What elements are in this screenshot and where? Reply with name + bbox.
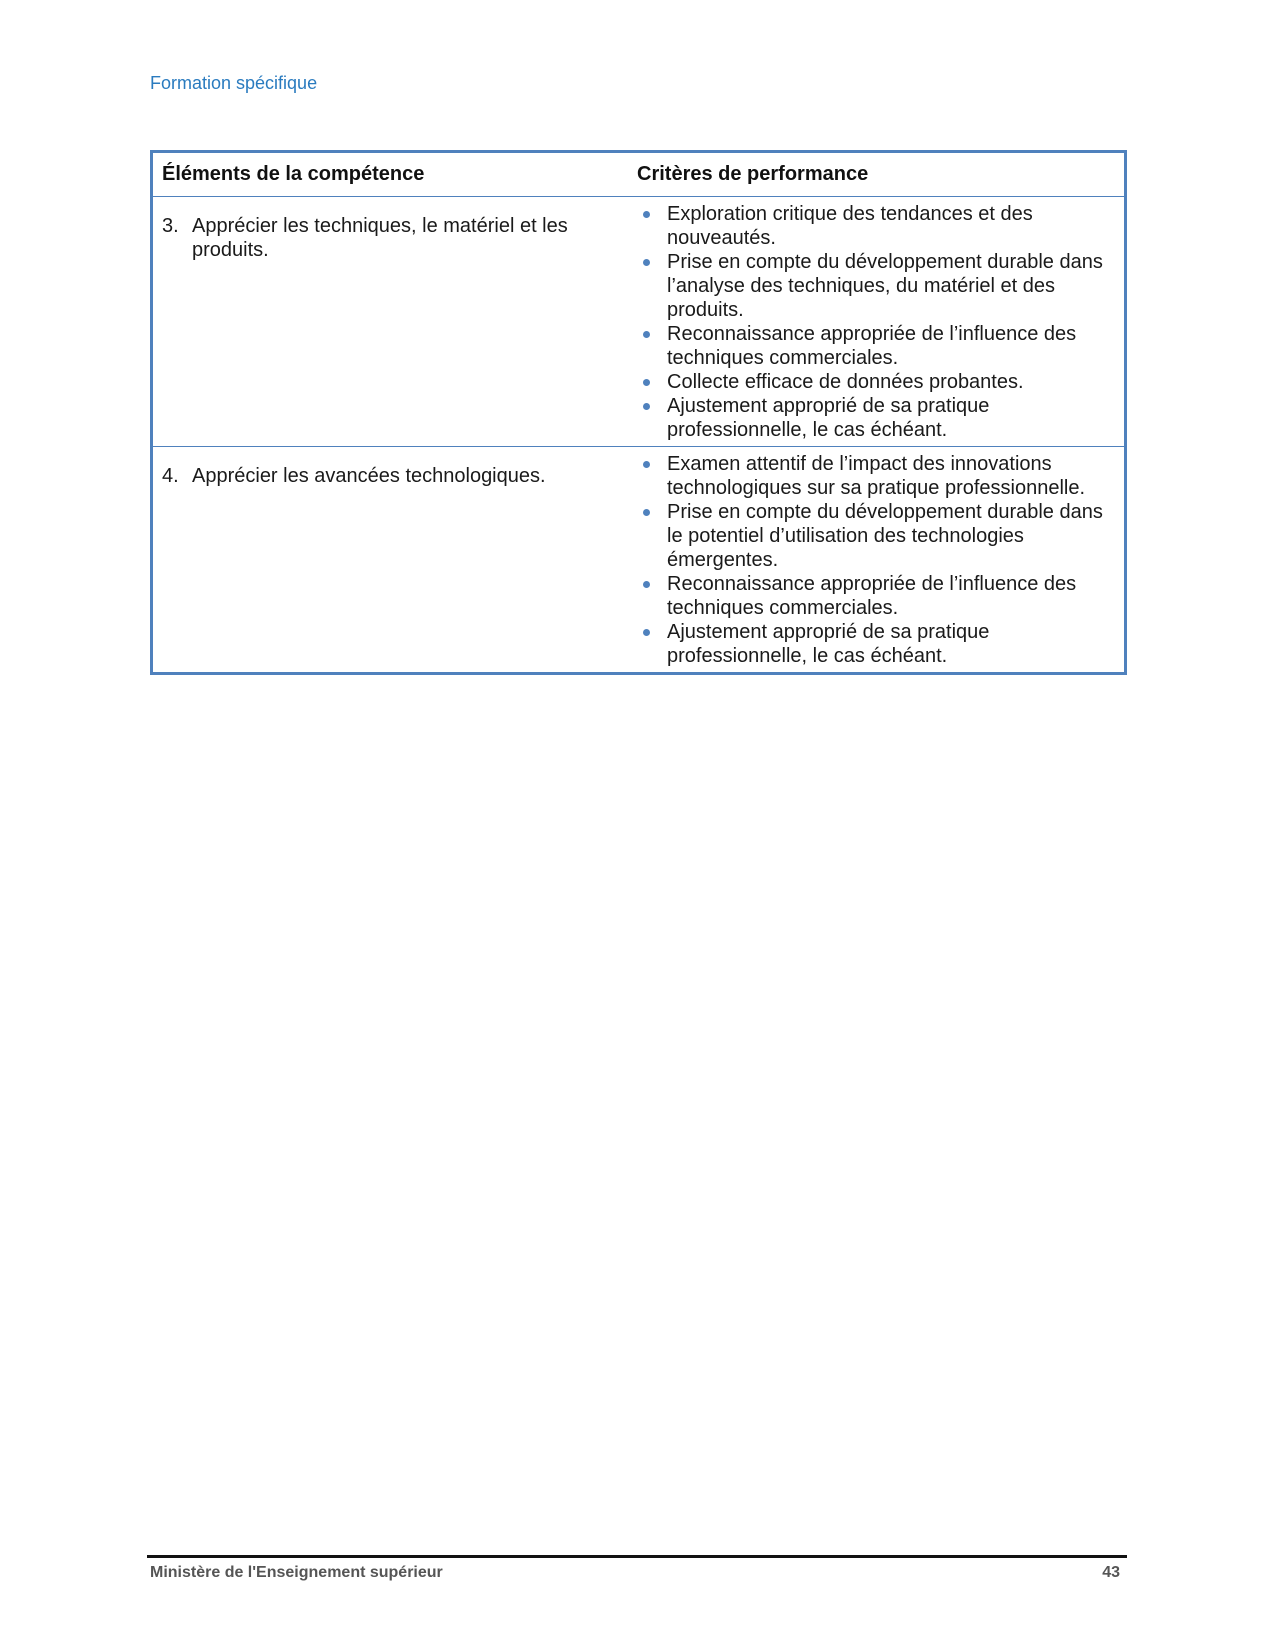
column-header-elements: Éléments de la compétence: [162, 163, 425, 185]
table-row: [153, 446, 1124, 672]
footer-ministry: Ministère de l'Enseignement supérieur: [150, 1564, 443, 1581]
element-text: Apprécier les avancées technologiques.: [192, 465, 546, 487]
table-row: [153, 196, 1124, 446]
bullet-icon: [637, 572, 667, 620]
page-header-title: Formation spécifique: [150, 73, 318, 93]
criteria-item: Reconnaissance appropriée de l’influence des techniques commerciales.: [637, 322, 1116, 370]
criteria-item: Reconnaissance appropriée de l’influence des techniques commerciales.: [637, 572, 1116, 620]
element-number: 4.: [162, 465, 179, 487]
element-number: 3.: [162, 215, 179, 237]
bullet-icon: [637, 250, 667, 322]
criteria-item: Prise en compte du développement durable dans l’analyse des techniques, du matériel et des produits.: [637, 250, 1116, 322]
criteria-item: Ajustement approprié de sa pratique professionnelle, le cas échéant.: [637, 620, 1116, 668]
bullet-icon: [637, 452, 667, 500]
criteria-list: [637, 447, 1116, 672]
footer-divider: [147, 1555, 1127, 1558]
page-number: 43: [1102, 1564, 1120, 1581]
competence-element: [162, 447, 635, 488]
column-header-criteria: Critères de performance: [637, 163, 869, 185]
criteria-item: Prise en compte du développement durable dans le potentiel d’utilisation des technologies émergentes.: [637, 500, 1116, 572]
criteria-item: Examen attentif de l’impact des innovations technologiques sur sa pratique professionnelle.: [637, 452, 1116, 500]
bullet-icon: [637, 202, 667, 250]
criteria-list: [637, 197, 1116, 446]
bullet-icon: [637, 370, 667, 394]
bullet-icon: [637, 394, 667, 442]
bullet-icon: [637, 620, 667, 668]
criteria-item: Ajustement approprié de sa pratique professionnelle, le cas échéant.: [637, 394, 1116, 442]
criteria-item: Exploration critique des tendances et des nouveautés.: [637, 202, 1116, 250]
bullet-icon: [637, 500, 667, 572]
bullet-icon: [637, 322, 667, 370]
competence-table: [150, 150, 1127, 675]
element-text: Apprécier les techniques, le matériel et les produits.: [192, 215, 568, 261]
competence-element: [162, 197, 635, 262]
table-header-row: [153, 153, 1124, 196]
criteria-item: Collecte efficace de données probantes.: [637, 370, 1116, 394]
